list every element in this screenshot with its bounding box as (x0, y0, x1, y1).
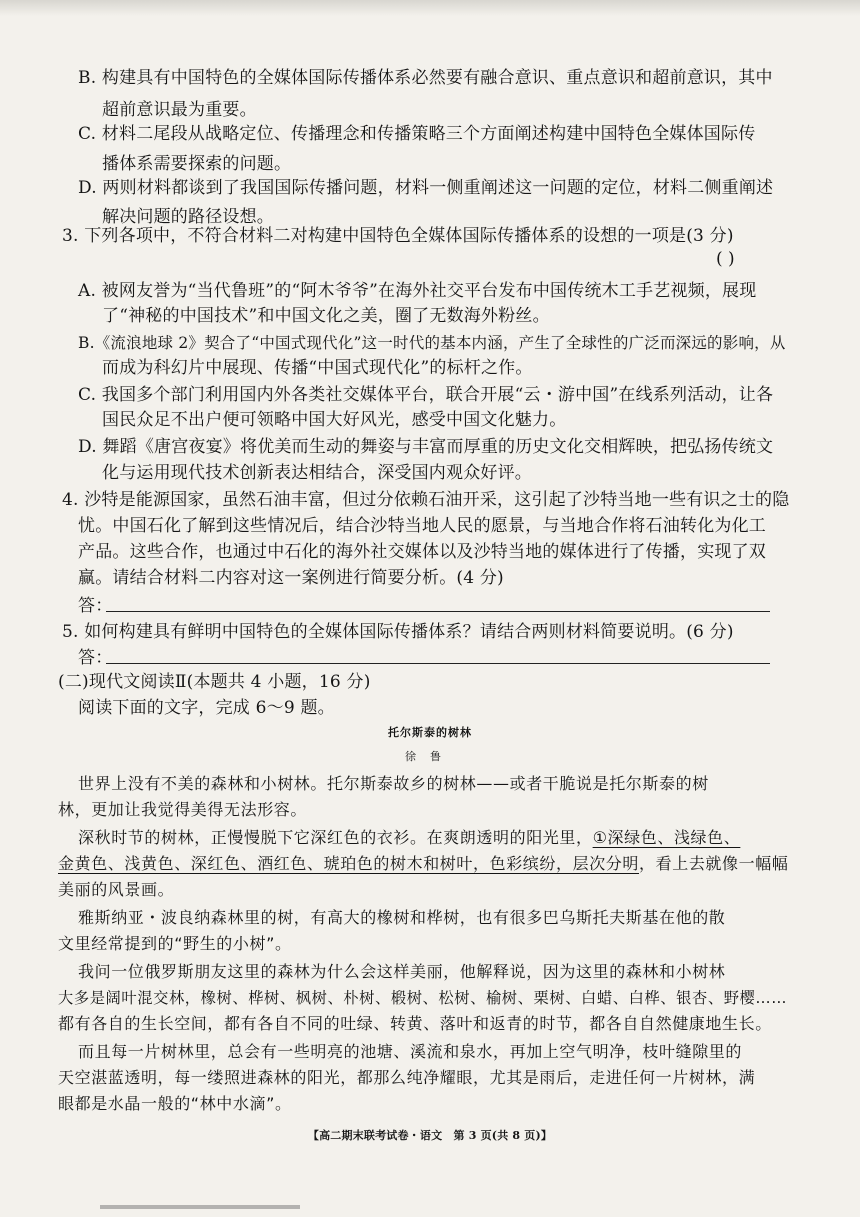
q2-option-b-line2: 超前意识最为重要。 (102, 100, 257, 120)
article-p2-line3: 美丽的风景画。 (58, 880, 175, 899)
article-p5-line2: 天空湛蓝透明，每一缕照进森林的阳光，都那么纯净耀眼，尤其是雨后，走进任何一片树林，满 (58, 1068, 756, 1087)
q3-option-c-line1: C. 我国多个部门利用国内外各类社交媒体平台，联合开展“云・游中国”在线系列活动，让各 (78, 385, 774, 405)
q4-line4: 赢。请结合材料二内容对这一案例进行简要分析。(4 分) (78, 568, 504, 588)
article-p2-line1 (78, 826, 740, 850)
q3-option-d-line2: 化与运用现代技术创新表达相结合，深受国内观众好评。 (102, 463, 532, 483)
article-p1-line1: 世界上没有不美的森林和小树林。托尔斯泰故乡的树林——或者干脆说是托尔斯泰的树 (78, 774, 709, 793)
scan-shadow (0, 0, 860, 16)
q2-option-d-line1: D. 两则材料都谈到了我国国际传播问题，材料一侧重阐述这一问题的定位，材料二侧重阐述 (78, 178, 774, 198)
article-p4-line3: 都有各自的生长空间，都有各自不同的吐绿、转黄、落叶和返青的时节，都各自自然健康地生长。 (58, 1014, 772, 1033)
q4-line1: 4. 沙特是能源国家，虽然石油丰富，但过分依赖石油开采，这引起了沙特当地一些有识之士的隐 (62, 490, 790, 510)
article-p3-line2: 文里经常提到的“野生的小树”。 (58, 934, 292, 953)
q2-option-c-line1: C. 材料二尾段从战略定位、传播理念和传播策略三个方面阐述构建中国特色全媒体国际传 (78, 124, 756, 144)
q5-answer-line[interactable] (106, 663, 770, 664)
q4-answer-label: 答： (78, 596, 113, 616)
q2-option-d-line2: 解决问题的路径设想。 (102, 207, 274, 227)
section2-heading: (二)现代文阅读Ⅱ(本题共 4 小题，16 分) (58, 672, 371, 692)
q3-option-b-line1: B.《流浪地球 2》契合了“中国式现代化”这一时代的基本内涵，产生了全球性的广泛而深远的影响，从 (78, 334, 786, 352)
q5-stem: 5. 如何构建具有鲜明中国特色的全媒体国际传播体系？请结合两则材料简要说明。(6 分) (62, 622, 734, 642)
article-title: 托尔斯泰的树林 (388, 726, 472, 739)
q3-option-c-line2: 国民众足不出户便可领略中国大好风光，感受中国文化魅力。 (102, 410, 567, 430)
scan-edge-mark (100, 1205, 300, 1209)
p2-plain-text-2: ，看上去就像一幅幅 (639, 854, 789, 873)
section2-instruction: 阅读下面的文字，完成 6～9 题。 (78, 698, 335, 718)
article-p2-line2 (58, 852, 788, 876)
article-author: 徐鲁 (405, 750, 455, 763)
q5-answer-label: 答： (78, 648, 113, 668)
q3-answer-paren[interactable]: ( ) (716, 249, 735, 269)
q3-stem: 3. 下列各项中，不符合材料二对构建中国特色全媒体国际传播体系的设想的一项是(3 分) (62, 226, 734, 246)
page-footer: 【高二期末联考试卷・语文 第 3 页(共 8 页)】 (307, 1129, 553, 1142)
q3-option-a-line2: 了“神秘的中国技术”和中国文化之美，圈了无数海外粉丝。 (102, 306, 550, 326)
article-p3-line1: 雅斯纳亚・波良纳森林里的树，有高大的橡树和桦树，也有很多巴乌斯托夫斯基在他的散 (78, 908, 726, 927)
q4-line2: 忧。中国石化了解到这些情况后，结合沙特当地人民的愿景，与当地合作将石油转化为化工 (78, 516, 766, 536)
article-p5-line3: 眼都是水晶一般的“林中水滴”。 (58, 1094, 292, 1113)
q3-option-a-line1: A. 被网友誉为“当代鲁班”的“阿木爷爷”在海外社交平台发布中国传统木工手艺视频，展现 (78, 281, 757, 301)
q2-option-b-line1: B. 构建具有中国特色的全媒体国际传播体系必然要有融合意识、重点意识和超前意识，其中 (78, 68, 773, 88)
p2-plain-text: 深秋时节的树林，正慢慢脱下它深红色的衣衫。在爽朗透明的阳光里， (78, 828, 593, 847)
article-p5-line1: 而且每一片树林里，总会有一些明亮的池塘、溪流和泉水，再加上空气明净，枝叶缝隙里的 (78, 1042, 743, 1061)
q3-option-b-line2: 而成为科幻片中展现、传播“中国式现代化”的标杆之作。 (102, 358, 533, 378)
article-p4-line1: 我问一位俄罗斯朋友这里的森林为什么会这样美丽，他解释说，因为这里的森林和小树林 (78, 962, 726, 981)
q2-option-c-line2: 播体系需要探索的问题。 (102, 154, 292, 174)
q4-answer-line[interactable] (106, 611, 770, 612)
p2-underlined-sentence-start: ①深绿色、浅绿色、 (592, 828, 741, 847)
q3-option-d-line1: D. 舞蹈《唐宫夜宴》将优美而生动的舞姿与丰富而厚重的历史文化交相辉映，把弘扬传统文 (78, 437, 774, 457)
article-p1-line2: 林，更加让我觉得美得无法形容。 (58, 800, 308, 819)
p2-underlined-sentence-end: 金黄色、浅黄色、深红色、酒红色、琥珀色的树木和树叶，色彩缤纷，层次分明 (58, 854, 640, 873)
article-p4-line2: 大多是阔叶混交林，橡树、桦树、枫树、朴树、椴树、松树、榆树、栗树、白蜡、白桦、银杏、野樱…… (58, 989, 788, 1007)
q4-line3: 产品。这些合作，也通过中石化的海外社交媒体以及沙特当地的媒体进行了传播，实现了双 (78, 542, 766, 562)
